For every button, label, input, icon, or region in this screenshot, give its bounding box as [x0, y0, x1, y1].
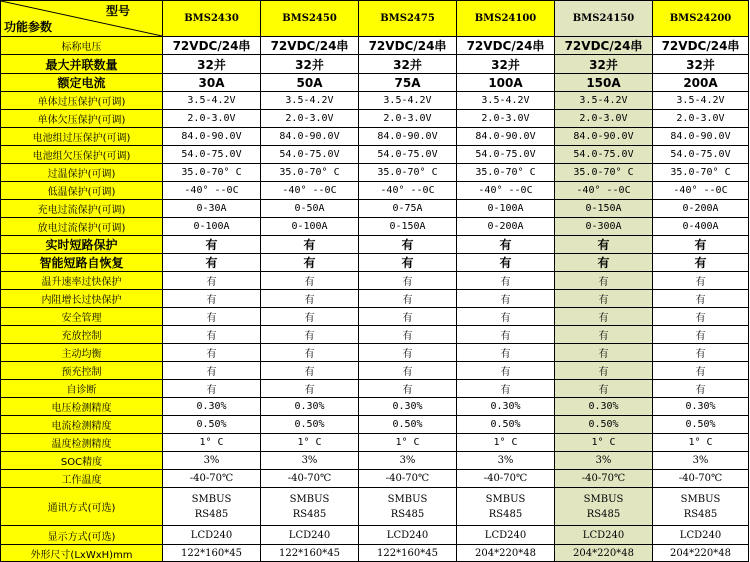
value-cell: 2.0-3.0V — [261, 110, 359, 128]
value-cell: 122*160*45 — [261, 545, 359, 562]
value-cell: LCD240 — [359, 526, 457, 545]
value-cell — [653, 488, 749, 526]
value-cell: 有 — [163, 236, 261, 254]
table-row — [1, 470, 749, 488]
value-line: RS485 — [292, 508, 327, 520]
row-label: 低温保护(可调) — [1, 182, 163, 200]
row-label: 单体过压保护(可调) — [1, 92, 163, 110]
value-cell: 0-100A — [457, 200, 555, 218]
value-cell: 54.0-75.0V — [359, 146, 457, 164]
value-cell: 1° C — [555, 434, 653, 452]
value-cell: 1° C — [457, 434, 555, 452]
value-cell: 有 — [163, 254, 261, 272]
row-label: 外形尺寸(LxWxH)mm — [1, 545, 163, 562]
value-cell: 84.0-90.0V — [163, 128, 261, 146]
value-line: SMBUS — [680, 493, 721, 505]
value-cell: 有 — [653, 272, 749, 290]
value-line: SMBUS — [387, 493, 428, 505]
value-cell: -40-70℃ — [163, 470, 261, 488]
value-cell: 有 — [261, 272, 359, 290]
value-cell: 3.5-4.2V — [555, 92, 653, 110]
table-row — [1, 362, 749, 380]
value-cell: 有 — [261, 380, 359, 398]
value-cell: 有 — [261, 290, 359, 308]
value-cell: -40-70℃ — [457, 470, 555, 488]
table-row — [1, 434, 749, 452]
value-cell: 84.0-90.0V — [261, 128, 359, 146]
value-cell: 有 — [555, 254, 653, 272]
value-cell: 72VDC/24串 — [653, 37, 749, 55]
value-line: RS485 — [488, 508, 523, 520]
value-cell: 200A — [653, 74, 749, 92]
value-cell: 有 — [457, 290, 555, 308]
table-row — [1, 236, 749, 254]
value-cell: 有 — [163, 326, 261, 344]
table-row — [1, 344, 749, 362]
model-header-bms2475: BMS2475 — [359, 1, 457, 37]
value-cell: 有 — [555, 308, 653, 326]
row-label: 充放控制 — [1, 326, 163, 344]
value-cell: 有 — [555, 290, 653, 308]
table-row — [1, 182, 749, 200]
table-row — [1, 398, 749, 416]
value-cell: 0-200A — [653, 200, 749, 218]
table-row — [1, 254, 749, 272]
value-cell: 35.0-70° C — [457, 164, 555, 182]
value-cell: 54.0-75.0V — [261, 146, 359, 164]
value-cell: 32并 — [653, 55, 749, 74]
value-cell: LCD240 — [653, 526, 749, 545]
value-cell: 有 — [261, 326, 359, 344]
value-cell: 0-150A — [359, 218, 457, 236]
value-cell: 有 — [653, 380, 749, 398]
value-cell: 3% — [163, 452, 261, 470]
value-cell: 54.0-75.0V — [555, 146, 653, 164]
value-cell: 32并 — [457, 55, 555, 74]
row-label: 实时短路保护 — [1, 236, 163, 254]
row-label: 电池组欠压保护(可调) — [1, 146, 163, 164]
value-cell: 1° C — [163, 434, 261, 452]
value-cell: 有 — [359, 272, 457, 290]
row-label: 单体欠压保护(可调) — [1, 110, 163, 128]
value-cell: 72VDC/24串 — [555, 37, 653, 55]
row-label: 最大并联数量 — [1, 55, 163, 74]
value-cell: -40-70℃ — [359, 470, 457, 488]
value-cell: 有 — [163, 380, 261, 398]
value-cell: 有 — [653, 326, 749, 344]
header-row — [1, 1, 749, 37]
value-cell: 150A — [555, 74, 653, 92]
table-row — [1, 74, 749, 92]
value-cell: 有 — [163, 290, 261, 308]
value-cell: 有 — [457, 362, 555, 380]
value-cell: 84.0-90.0V — [359, 128, 457, 146]
value-cell: 2.0-3.0V — [653, 110, 749, 128]
value-cell: 0-50A — [261, 200, 359, 218]
value-cell: -40° --0C — [261, 182, 359, 200]
value-cell: 有 — [359, 326, 457, 344]
value-cell: 0-150A — [555, 200, 653, 218]
row-label: 标称电压 — [1, 37, 163, 55]
table-row — [1, 326, 749, 344]
value-cell: -40° --0C — [359, 182, 457, 200]
value-cell: 有 — [457, 236, 555, 254]
value-cell: 0-400A — [653, 218, 749, 236]
value-cell: 0-100A — [163, 218, 261, 236]
parameter-header-label: 功能参数 — [4, 20, 53, 34]
value-cell: 0.50% — [163, 416, 261, 434]
value-cell: -40° --0C — [457, 182, 555, 200]
value-cell: 有 — [261, 236, 359, 254]
value-cell: 有 — [555, 272, 653, 290]
row-label: 安全管理 — [1, 308, 163, 326]
value-cell: 有 — [457, 380, 555, 398]
value-cell: 2.0-3.0V — [555, 110, 653, 128]
value-cell: 32并 — [359, 55, 457, 74]
value-cell: 有 — [457, 326, 555, 344]
spec-table-body — [1, 1, 749, 562]
value-cell: 122*160*45 — [359, 545, 457, 562]
value-cell: 有 — [653, 290, 749, 308]
value-cell: 204*220*48 — [555, 545, 653, 562]
value-cell: LCD240 — [261, 526, 359, 545]
value-cell: 0.50% — [653, 416, 749, 434]
value-line: RS485 — [683, 508, 718, 520]
value-cell: 75A — [359, 74, 457, 92]
table-row — [1, 218, 749, 236]
value-cell: LCD240 — [457, 526, 555, 545]
value-cell: 0.50% — [261, 416, 359, 434]
value-cell: 1° C — [653, 434, 749, 452]
model-header-bms2430: BMS2430 — [163, 1, 261, 37]
value-cell: 有 — [359, 308, 457, 326]
value-cell: 0-300A — [555, 218, 653, 236]
value-cell: 35.0-70° C — [261, 164, 359, 182]
row-label: 自诊断 — [1, 380, 163, 398]
row-label: 主动均衡 — [1, 344, 163, 362]
value-cell: 204*220*48 — [457, 545, 555, 562]
value-cell: 35.0-70° C — [163, 164, 261, 182]
row-label: 通讯方式(可选) — [1, 488, 163, 526]
table-row — [1, 128, 749, 146]
table-row — [1, 452, 749, 470]
value-cell: 3.5-4.2V — [261, 92, 359, 110]
value-cell: -40-70℃ — [261, 470, 359, 488]
table-row — [1, 488, 749, 526]
row-label: 电池组过压保护(可调) — [1, 128, 163, 146]
value-cell: 3% — [261, 452, 359, 470]
model-header-bms24100: BMS24100 — [457, 1, 555, 37]
value-cell: -40° --0C — [163, 182, 261, 200]
value-cell: 0-30A — [163, 200, 261, 218]
value-cell: 有 — [359, 380, 457, 398]
value-cell: 0.30% — [163, 398, 261, 416]
value-cell: 35.0-70° C — [359, 164, 457, 182]
value-cell: 有 — [653, 344, 749, 362]
value-cell: 2.0-3.0V — [359, 110, 457, 128]
value-cell — [359, 488, 457, 526]
value-cell: 122*160*45 — [163, 545, 261, 562]
value-cell: 有 — [653, 236, 749, 254]
table-row — [1, 380, 749, 398]
row-label: 温度检测精度 — [1, 434, 163, 452]
table-row — [1, 416, 749, 434]
value-cell: 有 — [163, 272, 261, 290]
value-cell: 有 — [653, 308, 749, 326]
value-cell: 1° C — [359, 434, 457, 452]
value-line: SMBUS — [191, 493, 232, 505]
table-row — [1, 308, 749, 326]
value-cell: 有 — [261, 254, 359, 272]
value-line: RS485 — [390, 508, 425, 520]
value-line: RS485 — [194, 508, 229, 520]
value-cell: 有 — [555, 344, 653, 362]
row-label: 温升速率过快保护 — [1, 272, 163, 290]
value-cell: 有 — [261, 344, 359, 362]
value-cell: 3% — [555, 452, 653, 470]
value-cell: 有 — [653, 254, 749, 272]
value-cell: 84.0-90.0V — [653, 128, 749, 146]
value-cell — [555, 488, 653, 526]
value-cell: 50A — [261, 74, 359, 92]
value-cell: -40-70℃ — [653, 470, 749, 488]
row-label: 显示方式(可选) — [1, 526, 163, 545]
value-line: RS485 — [586, 508, 621, 520]
model-header-bms2450: BMS2450 — [261, 1, 359, 37]
value-cell: 3% — [653, 452, 749, 470]
value-cell: 有 — [555, 380, 653, 398]
value-cell: LCD240 — [555, 526, 653, 545]
table-row — [1, 110, 749, 128]
value-cell — [261, 488, 359, 526]
value-cell: 有 — [457, 272, 555, 290]
value-cell: 0.30% — [653, 398, 749, 416]
value-cell: 54.0-75.0V — [653, 146, 749, 164]
model-header-bms24200: BMS24200 — [653, 1, 749, 37]
table-row — [1, 545, 749, 562]
value-cell: 84.0-90.0V — [555, 128, 653, 146]
value-cell: -40° --0C — [653, 182, 749, 200]
value-cell: 30A — [163, 74, 261, 92]
value-cell: 有 — [653, 362, 749, 380]
value-cell: 32并 — [555, 55, 653, 74]
value-cell: -40° --0C — [555, 182, 653, 200]
value-cell: 0.30% — [555, 398, 653, 416]
value-cell: 有 — [359, 344, 457, 362]
row-label: 内阻增长过快保护 — [1, 290, 163, 308]
value-cell: 有 — [359, 236, 457, 254]
value-cell: 有 — [359, 290, 457, 308]
value-cell: 有 — [359, 254, 457, 272]
value-cell: 72VDC/24串 — [261, 37, 359, 55]
table-row — [1, 290, 749, 308]
value-cell: 有 — [555, 326, 653, 344]
value-cell: 72VDC/24串 — [457, 37, 555, 55]
value-cell: 72VDC/24串 — [163, 37, 261, 55]
value-line: SMBUS — [485, 493, 526, 505]
model-header-bms24150: BMS24150 — [555, 1, 653, 37]
value-cell: 有 — [457, 254, 555, 272]
value-cell: 32并 — [261, 55, 359, 74]
table-row — [1, 37, 749, 55]
value-cell — [457, 488, 555, 526]
value-cell: 有 — [359, 362, 457, 380]
value-cell: 2.0-3.0V — [457, 110, 555, 128]
value-cell: 35.0-70° C — [555, 164, 653, 182]
value-cell: 有 — [261, 362, 359, 380]
value-cell: 1° C — [261, 434, 359, 452]
value-cell: 2.0-3.0V — [163, 110, 261, 128]
value-cell: 0.50% — [359, 416, 457, 434]
value-cell: 3% — [359, 452, 457, 470]
value-line: SMBUS — [289, 493, 330, 505]
value-cell: 3.5-4.2V — [457, 92, 555, 110]
value-cell: 54.0-75.0V — [457, 146, 555, 164]
value-cell: LCD240 — [163, 526, 261, 545]
value-cell: 有 — [555, 362, 653, 380]
value-cell: 有 — [555, 236, 653, 254]
value-cell: 204*220*48 — [653, 545, 749, 562]
row-label: 电压检测精度 — [1, 398, 163, 416]
table-row — [1, 164, 749, 182]
value-cell: 0-200A — [457, 218, 555, 236]
value-cell: 有 — [457, 308, 555, 326]
value-cell: 3.5-4.2V — [653, 92, 749, 110]
row-label: 智能短路自恢复 — [1, 254, 163, 272]
table-row — [1, 55, 749, 74]
table-row — [1, 272, 749, 290]
value-cell: 0-75A — [359, 200, 457, 218]
value-cell: 0.50% — [457, 416, 555, 434]
value-cell: 有 — [163, 362, 261, 380]
table-row — [1, 92, 749, 110]
row-label: 额定电流 — [1, 74, 163, 92]
row-label: 预充控制 — [1, 362, 163, 380]
value-cell: 0.30% — [261, 398, 359, 416]
value-cell: 有 — [261, 308, 359, 326]
value-cell: 100A — [457, 74, 555, 92]
value-cell: 84.0-90.0V — [457, 128, 555, 146]
model-header-label: 型号 — [105, 4, 130, 18]
value-cell: 有 — [457, 344, 555, 362]
row-label: 放电过流保护(可调) — [1, 218, 163, 236]
row-label: 工作温度 — [1, 470, 163, 488]
table-row — [1, 146, 749, 164]
value-cell: 0.30% — [457, 398, 555, 416]
value-cell: 35.0-70° C — [653, 164, 749, 182]
value-cell: 有 — [163, 344, 261, 362]
value-cell: 0.30% — [359, 398, 457, 416]
value-cell: -40-70℃ — [555, 470, 653, 488]
row-label: SOC精度 — [1, 452, 163, 470]
value-cell: 0.50% — [555, 416, 653, 434]
row-label: 充电过流保护(可调) — [1, 200, 163, 218]
value-line: SMBUS — [583, 493, 624, 505]
corner-cell — [1, 1, 163, 37]
table-row — [1, 526, 749, 545]
value-cell — [163, 488, 261, 526]
value-cell: 3% — [457, 452, 555, 470]
value-cell: 54.0-75.0V — [163, 146, 261, 164]
value-cell: 0-100A — [261, 218, 359, 236]
table-row — [1, 200, 749, 218]
row-label: 电流检测精度 — [1, 416, 163, 434]
value-cell: 72VDC/24串 — [359, 37, 457, 55]
value-cell: 32并 — [163, 55, 261, 74]
row-label: 过温保护(可调) — [1, 164, 163, 182]
value-cell: 3.5-4.2V — [359, 92, 457, 110]
value-cell: 有 — [163, 308, 261, 326]
value-cell: 3.5-4.2V — [163, 92, 261, 110]
